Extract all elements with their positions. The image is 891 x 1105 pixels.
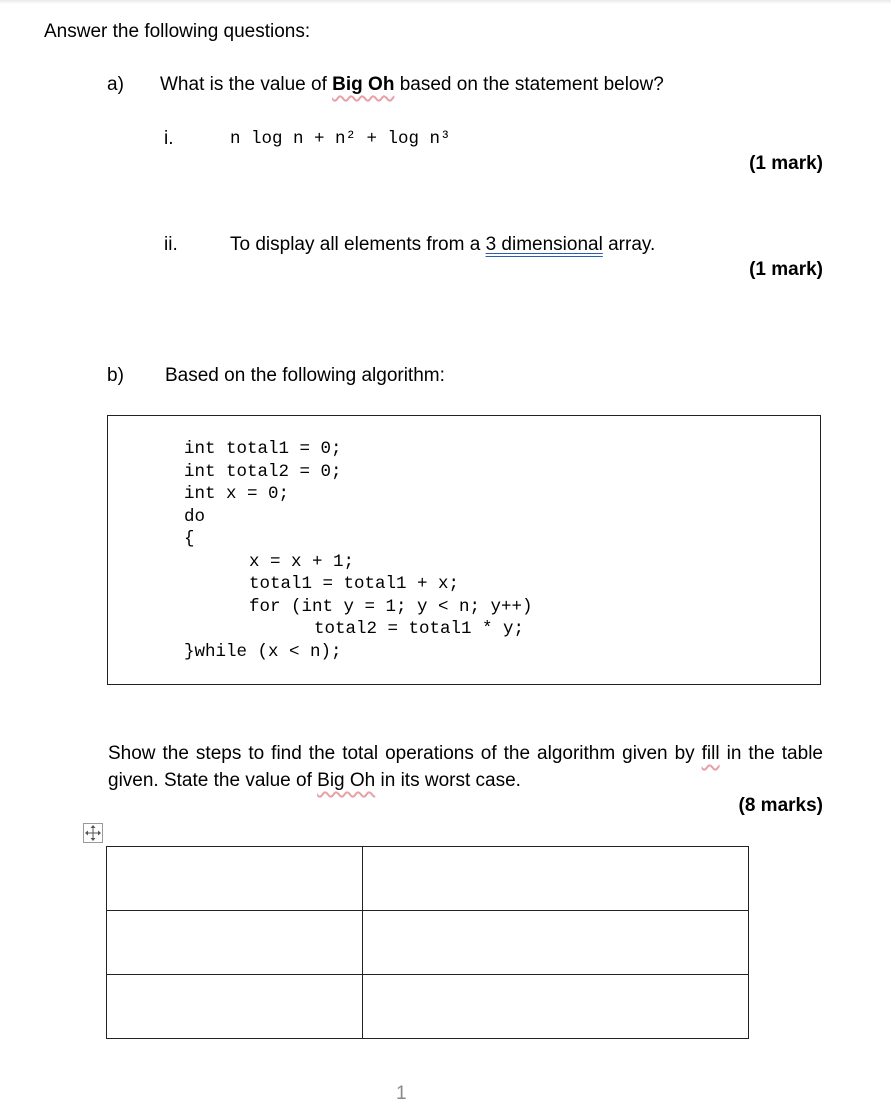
question-a-text: What is the value of Big Oh based on the statement below? <box>160 74 664 95</box>
code-box <box>107 415 821 685</box>
code-line: total2 = total1 * y; <box>314 619 525 639</box>
spellcheck-big-oh: Big Oh <box>317 770 376 791</box>
table-cell[interactable] <box>107 975 363 1039</box>
instructions-header: Answer the following questions: <box>44 21 311 42</box>
table-row <box>107 847 749 911</box>
instruction-paragraph: Show the steps to find the total operations of the algorithm given by fill in the table given. State the value of Big Oh in its worst case. <box>108 743 823 791</box>
code-line: int x = 0; <box>184 484 290 504</box>
code-line: for (int y = 1; y < n; y++) <box>249 596 533 617</box>
code-line: int total1 = 0; <box>184 439 342 459</box>
page-number: 1 <box>396 1083 407 1104</box>
code-line: do <box>184 506 206 527</box>
table-move-handle[interactable] <box>83 823 103 843</box>
table-cell[interactable] <box>363 911 749 975</box>
move-arrows-icon <box>84 824 102 842</box>
table-cell[interactable] <box>107 911 363 975</box>
code-line: { <box>184 529 195 549</box>
item-ii-number: ii. <box>164 234 178 255</box>
item-i-number: i. <box>164 128 174 149</box>
answer-table <box>106 846 749 1039</box>
item-i-marks: (1 mark) <box>749 153 823 174</box>
question-b-marks: (8 marks) <box>738 795 823 816</box>
code-line: total1 = total1 + x; <box>249 574 460 594</box>
spellcheck-fill: fill <box>701 743 720 764</box>
code-line: int total2 = 0; <box>184 461 342 482</box>
grammar-underline: 3 dimensional <box>485 234 603 255</box>
table-row <box>107 911 749 975</box>
item-ii-text: To display all elements from a 3 dimensional array. <box>230 234 656 255</box>
page-top-edge <box>0 0 891 4</box>
code-line: x = x + 1; <box>249 551 355 572</box>
item-ii-marks: (1 mark) <box>749 259 823 280</box>
item-i-expression: n log n + n² + log n³ <box>230 129 451 149</box>
table-cell[interactable] <box>107 847 363 911</box>
table-cell[interactable] <box>363 975 749 1039</box>
question-a-label: a) <box>107 74 124 95</box>
big-oh-term: Big Oh <box>332 74 395 95</box>
question-b-label: b) <box>107 365 124 386</box>
code-line: }while (x < n); <box>184 641 342 662</box>
table-row <box>107 975 749 1039</box>
table-cell[interactable] <box>363 847 749 911</box>
question-b-intro: Based on the following algorithm: <box>165 365 445 386</box>
